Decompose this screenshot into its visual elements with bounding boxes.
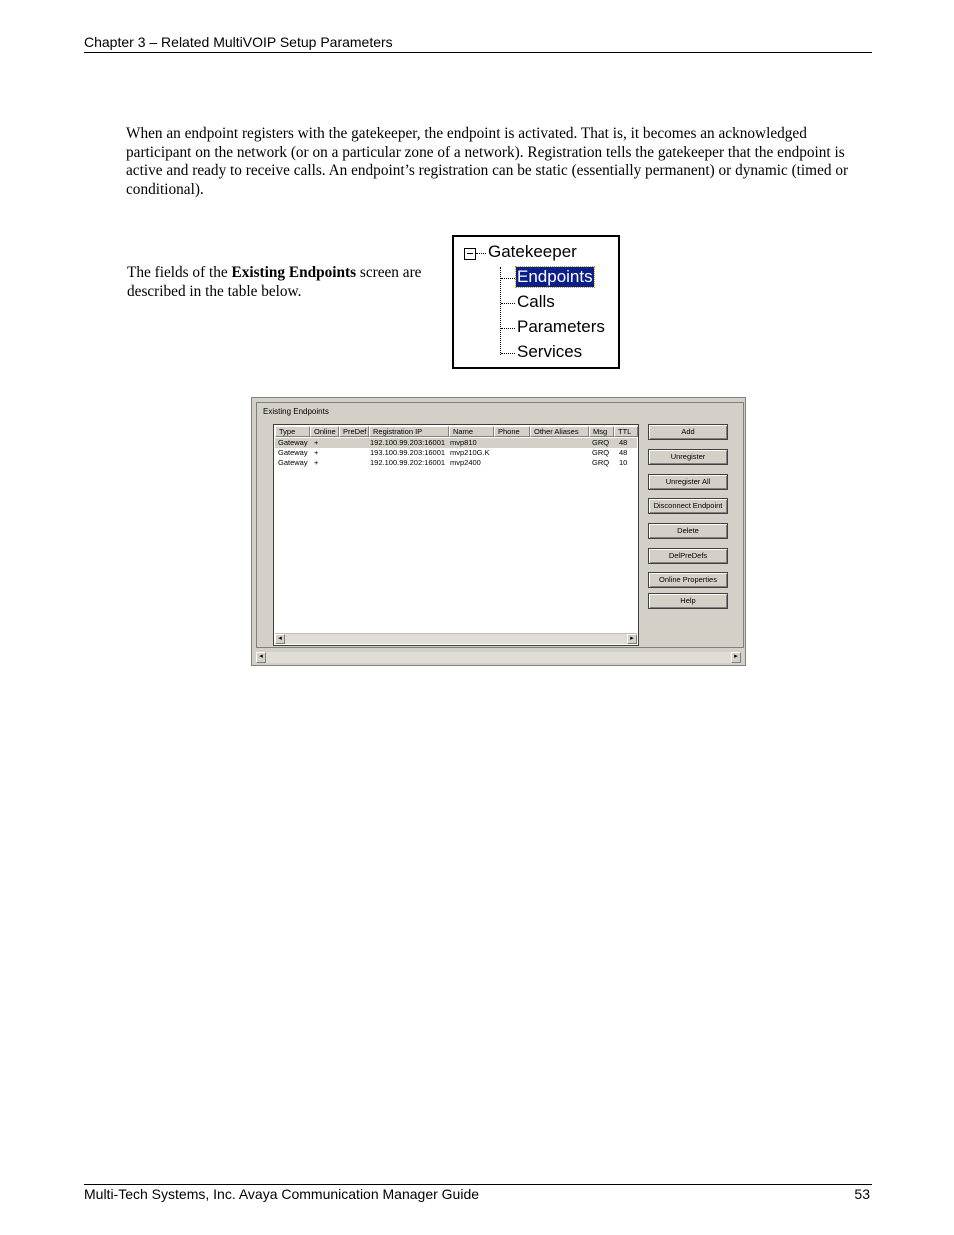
col-online[interactable]: Online — [310, 426, 339, 437]
cell-ttl: 48 — [619, 438, 628, 447]
cell-online: + — [314, 448, 319, 457]
col-type[interactable]: Type — [275, 426, 310, 437]
group-title: Existing Endpoints — [263, 407, 329, 416]
page-header — [84, 34, 872, 53]
page-footer — [84, 1184, 872, 1202]
unregister-button[interactable]: Unregister — [648, 449, 728, 465]
col-registration-ip[interactable]: Registration IP — [369, 426, 449, 437]
add-button[interactable]: Add — [648, 424, 728, 440]
help-button[interactable]: Help — [648, 593, 728, 609]
tree-root-gatekeeper[interactable]: Gatekeeper — [488, 242, 577, 261]
col-name[interactable]: Name — [449, 426, 494, 437]
table-row[interactable] — [275, 458, 637, 468]
fields-note — [127, 264, 437, 301]
cell-msg: GRQ — [592, 448, 610, 457]
endpoints-list[interactable] — [273, 424, 639, 646]
fields-note-after: screen are described in the table below. — [127, 264, 422, 300]
existing-endpoints-dialog — [251, 397, 746, 666]
cell-ttl: 48 — [619, 448, 628, 457]
cell-name: mvp210G.K — [450, 448, 490, 457]
collapse-icon[interactable] — [464, 248, 476, 260]
tree-item-endpoints[interactable]: Endpoints — [517, 267, 593, 286]
cell-type: Gateway — [278, 438, 308, 447]
col-phone[interactable]: Phone — [494, 426, 530, 437]
footer-title: Multi-Tech Systems, Inc. Avaya Communication Manager Guide — [84, 1186, 480, 1202]
scroll-right-button[interactable]: ▸ — [627, 634, 637, 644]
fields-note-bold: Existing Endpoints — [231, 264, 357, 281]
tree-item-services[interactable]: Services — [517, 342, 583, 361]
table-row[interactable] — [275, 438, 637, 448]
table-row[interactable] — [275, 448, 637, 458]
tree-item-calls[interactable]: Calls — [517, 292, 555, 311]
page-number: 53 — [854, 1186, 870, 1202]
online-properties-button[interactable]: Online Properties — [648, 572, 728, 588]
cell-msg: GRQ — [592, 438, 610, 447]
scroll-left-button[interactable]: ◂ — [275, 634, 285, 644]
fields-note-before: The fields of the — [127, 264, 232, 281]
col-predef[interactable]: PreDef — [339, 426, 369, 437]
col-msg[interactable]: Msg — [589, 426, 614, 437]
cell-online: + — [314, 458, 319, 467]
existing-endpoints-group — [256, 402, 744, 648]
cell-name: mvp2400 — [450, 458, 481, 467]
cell-name: mvp810 — [450, 438, 477, 447]
tree-item-parameters[interactable]: Parameters — [517, 317, 605, 336]
cell-ip: 192.100.99.203:16001 — [370, 438, 446, 447]
cell-msg: GRQ — [592, 458, 610, 467]
outer-scroll-right-button[interactable]: ▸ — [731, 652, 741, 663]
del-predefs-button[interactable]: DelPreDefs — [648, 548, 728, 564]
cell-ttl: 10 — [619, 458, 628, 467]
col-ttl[interactable]: TTL — [614, 426, 638, 437]
cell-online: + — [314, 438, 319, 447]
gatekeeper-tree — [452, 235, 620, 369]
col-other-aliases[interactable]: Other Aliases — [530, 426, 589, 437]
dialog-horizontal-scrollbar[interactable] — [256, 652, 741, 663]
list-horizontal-scrollbar[interactable] — [275, 633, 637, 644]
disconnect-endpoint-button[interactable]: Disconnect Endpoint — [648, 498, 728, 514]
cell-type: Gateway — [278, 458, 308, 467]
cell-ip: 192.100.99.202:16001 — [370, 458, 446, 467]
chapter-title: Chapter 3 – Related MultiVOIP Setup Parameters — [84, 34, 393, 50]
list-header — [275, 426, 637, 437]
cell-type: Gateway — [278, 448, 308, 457]
intro-paragraph: When an endpoint registers with the gatekeeper, the endpoint is activated. That is, it becomes an acknowledged participant on the network (or on a particular zone of a network). Registration tells the gatekeeper that the endpoint is active and ready to receive calls. An endpoint’s registration can be static (essentially permanent) or dynamic (timed or conditional). — [126, 125, 849, 199]
cell-ip: 193.100.99.203:16001 — [370, 448, 446, 457]
delete-button[interactable]: Delete — [648, 523, 728, 539]
unregister-all-button[interactable]: Unregister All — [648, 474, 728, 490]
outer-scroll-left-button[interactable]: ◂ — [256, 652, 266, 663]
